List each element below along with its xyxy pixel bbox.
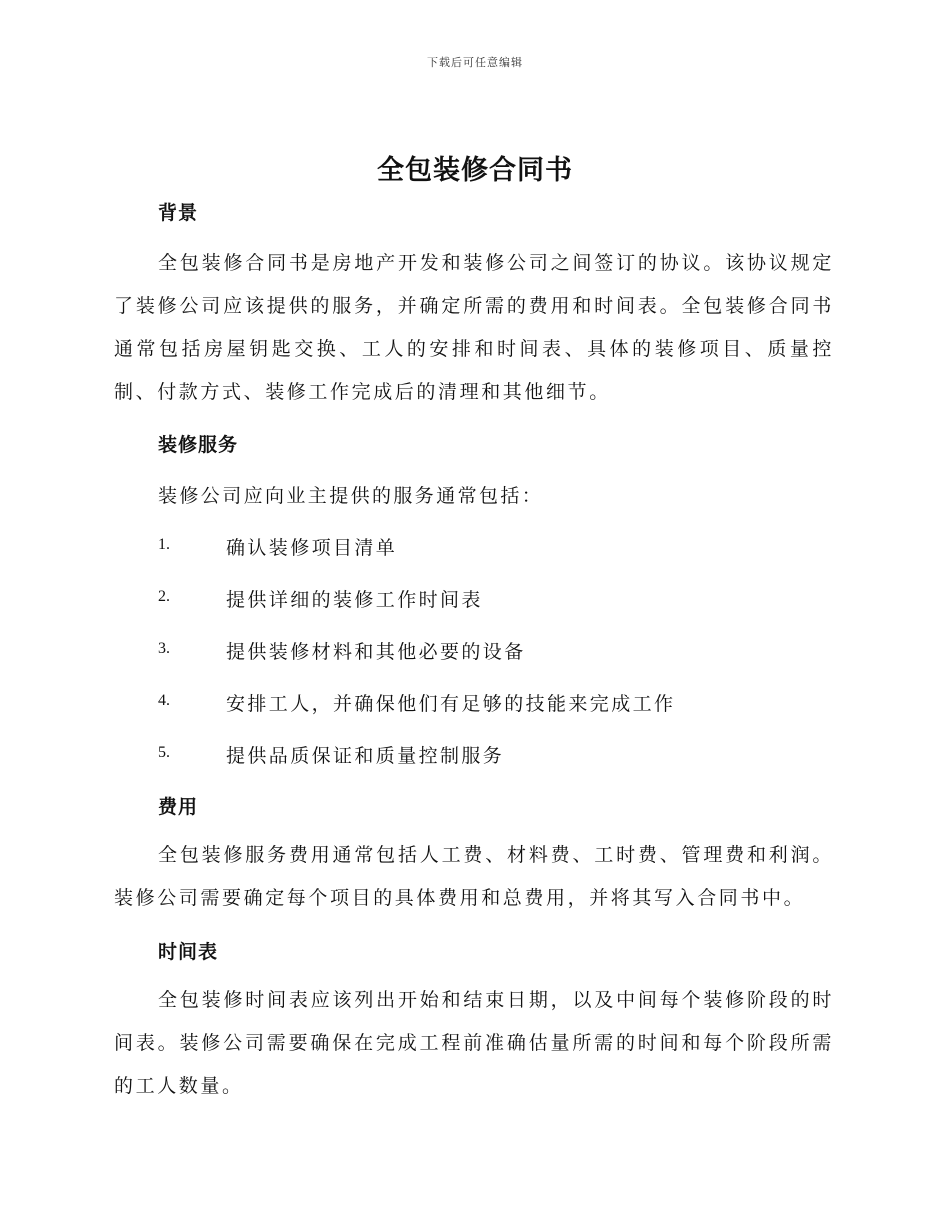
section-heading-services: 装修服务 bbox=[158, 434, 239, 456]
list-item-number: 1. bbox=[158, 536, 170, 553]
list-item-number: 5. bbox=[158, 744, 170, 761]
list-item-text: 确认装修项目清单 bbox=[226, 537, 398, 559]
list-item-number: 3. bbox=[158, 640, 170, 657]
section-heading-background: 背景 bbox=[158, 202, 199, 224]
list-item-text: 提供品质保证和质量控制服务 bbox=[226, 745, 505, 767]
list-item-text: 安排工人，并确保他们有足够的技能来完成工作 bbox=[226, 693, 676, 715]
schedule-paragraph: 全包装修时间表应该列出开始和结束日期，以及中间每个装修阶段的时间表。装修公司需要确保在完成工程前准确估量所需的时间和每个阶段所需的工人数量。 bbox=[114, 989, 834, 1097]
services-intro: 装修公司应向业主提供的服务通常包括： bbox=[158, 485, 544, 507]
list-item-text: 提供装修材料和其他必要的设备 bbox=[226, 641, 526, 663]
header-note: 下载后可任意编辑 bbox=[427, 56, 523, 69]
list-item-number: 4. bbox=[158, 692, 170, 709]
list-item-text: 提供详细的装修工作时间表 bbox=[226, 589, 483, 611]
section-heading-schedule: 时间表 bbox=[158, 941, 219, 963]
list-item-number: 2. bbox=[158, 588, 170, 605]
document-title: 全包装修合同书 bbox=[377, 155, 573, 186]
background-paragraph: 全包装修合同书是房地产开发和装修公司之间签订的协议。该协议规定了装修公司应该提供的服务，并确定所需的费用和时间表。全包装修合同书通常包括房屋钥匙交换、工人的安排和时间表、具体的装修项目、质量控制、付款方式、装修工作完成后的清理和其他细节。 bbox=[114, 252, 834, 403]
fees-paragraph: 全包装修服务费用通常包括人工费、材料费、工时费、管理费和利润。装修公司需要确定每个项目的具体费用和总费用，并将其写入合同书中。 bbox=[114, 844, 834, 909]
section-heading-fees: 费用 bbox=[158, 796, 199, 818]
